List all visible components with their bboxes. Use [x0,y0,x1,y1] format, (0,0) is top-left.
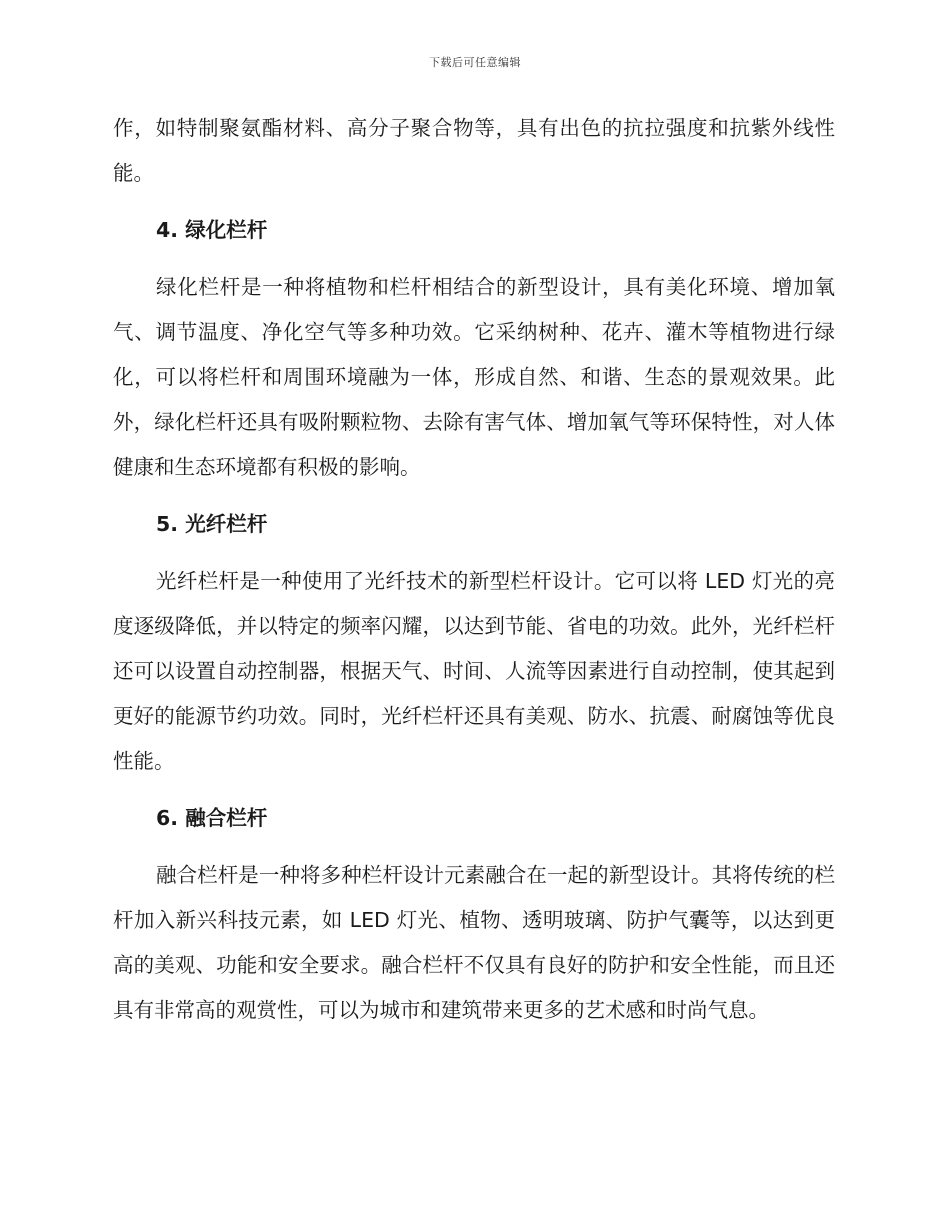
section-heading-greening-railing: 4. 绿化栏杆 [156,218,268,242]
document-body [113,106,835,1033]
section-heading-fusion-railing: 6. 融合栏杆 [156,806,268,830]
section-body-fiber-optic-railing: 光纤栏杆是一种使用了光纤技术的新型栏杆设计。它可以将 LED 灯光的亮度逐级降低，并以特定的频率闪耀，以达到节能、省电的功效。此外，光纤栏杆还可以设置自动控制器，根据天气、时间、人流等因素进行自动控制，使其起到更好的能源节约功效。同时，光纤栏杆还具有美观、防水、抗震、耐腐蚀等优良性能。 [113,569,835,773]
section-body-greening-railing: 绿化栏杆是一种将植物和栏杆相结合的新型设计，具有美化环境、增加氧气、调节温度、净化空气等多种功效。它采纳树种、花卉、灌木等植物进行绿化，可以将栏杆和周围环境融为一体，形成自然、和谐、生态的景观效果。此外，绿化栏杆还具有吸附颗粒物、去除有害气体、增加氧气等环保特性，对人体健康和生态环境都有积极的影响。 [113,275,835,479]
page-header: 下载后可任意编辑 [429,56,521,69]
section-body-fusion-railing: 融合栏杆是一种将多种栏杆设计元素融合在一起的新型设计。其将传统的栏杆加入新兴科技元素，如 LED 灯光、植物、透明玻璃、防护气囊等，以达到更高的美观、功能和安全要求。融合栏杆不仅具有良好的防护和安全性能，而且还具有非常高的观赏性，可以为城市和建筑带来更多的艺术感和时尚气息。 [113,863,835,1022]
section-heading-fiber-optic-railing: 5. 光纤栏杆 [156,512,268,536]
intro-paragraph: 作，如特制聚氨酯材料、高分子聚合物等，具有出色的抗拉强度和抗紫外线性能。 [113,116,835,185]
